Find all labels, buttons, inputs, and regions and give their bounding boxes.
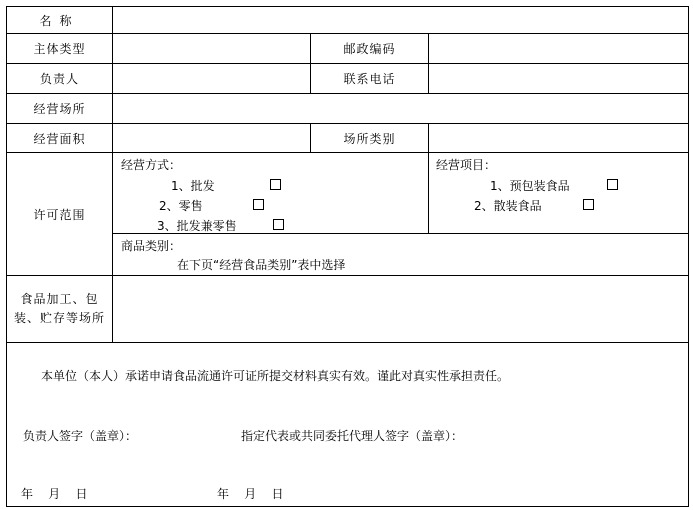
row-license-scope-options — [7, 153, 689, 234]
business-items-option-bulk: 2、散装食品 — [474, 199, 542, 213]
business-items-option-prepackaged: 1、预包装食品 — [490, 179, 570, 193]
operation-mode-option-retail: 2、零售 — [159, 199, 203, 213]
phone-field[interactable] — [429, 64, 689, 94]
signature-responsible-date: 年 月 日 — [21, 487, 88, 501]
phone-label: 联系电话 — [311, 64, 429, 94]
signature-agent-date: 年 月 日 — [217, 487, 284, 501]
pledge-statement: 本单位（本人）承诺申请食品流通许可证所提交材料真实有效。谨此对真实性承担责任。 — [41, 369, 510, 383]
pledge-section — [7, 343, 689, 507]
row-business-area — [7, 124, 689, 153]
row-entity-type — [7, 34, 689, 64]
goods-category-title: 商品类别： — [121, 239, 182, 253]
goods-category-note: 在下页“经营食品类别”表中选择 — [177, 258, 346, 272]
business-items-prepackaged-checkbox[interactable] — [607, 179, 618, 190]
entity-type-label: 主体类型 — [7, 34, 113, 64]
name-field[interactable] — [113, 7, 689, 34]
food-processing-field[interactable] — [113, 276, 689, 343]
application-form-table — [6, 6, 689, 507]
entity-type-field[interactable] — [113, 34, 311, 64]
signature-responsible-label: 负责人签字（盖章）： — [23, 429, 138, 443]
license-scope-label: 许可范围 — [7, 153, 113, 276]
business-items-title: 经营项目： — [436, 158, 497, 172]
row-responsible-person — [7, 64, 689, 94]
business-premises-field[interactable] — [113, 94, 689, 124]
postal-code-field[interactable] — [429, 34, 689, 64]
business-premises-label: 经营场所 — [7, 94, 113, 124]
business-items-section — [429, 153, 689, 234]
row-pledge — [7, 343, 689, 507]
operation-mode-title: 经营方式： — [121, 158, 182, 172]
business-items-bulk-checkbox[interactable] — [583, 199, 594, 210]
responsible-person-label: 负责人 — [7, 64, 113, 94]
operation-mode-wholesale-retail-checkbox[interactable] — [273, 219, 284, 230]
operation-mode-option-wholesale: 1、批发 — [171, 179, 215, 193]
row-business-premises — [7, 94, 689, 124]
business-area-field[interactable] — [113, 124, 311, 153]
food-processing-label: 食品加工、包装、贮存等场所 — [13, 292, 105, 325]
operation-mode-option-wholesale-retail: 3、批发兼零售 — [157, 219, 237, 233]
postal-code-label: 邮政编码 — [311, 34, 429, 64]
row-name — [7, 7, 689, 34]
row-food-processing — [7, 276, 689, 343]
operation-mode-wholesale-checkbox[interactable] — [270, 179, 281, 190]
premises-category-field[interactable] — [429, 124, 689, 153]
responsible-person-field[interactable] — [113, 64, 311, 94]
name-label: 名称 — [7, 7, 113, 34]
operation-mode-section — [113, 153, 429, 234]
business-area-label: 经营面积 — [7, 124, 113, 153]
signature-agent-label: 指定代表或共同委托代理人签字（盖章）： — [241, 429, 464, 443]
goods-category-section — [113, 234, 689, 276]
premises-category-label: 场所类别 — [311, 124, 429, 153]
food-processing-label-cell — [7, 276, 113, 343]
operation-mode-retail-checkbox[interactable] — [253, 199, 264, 210]
